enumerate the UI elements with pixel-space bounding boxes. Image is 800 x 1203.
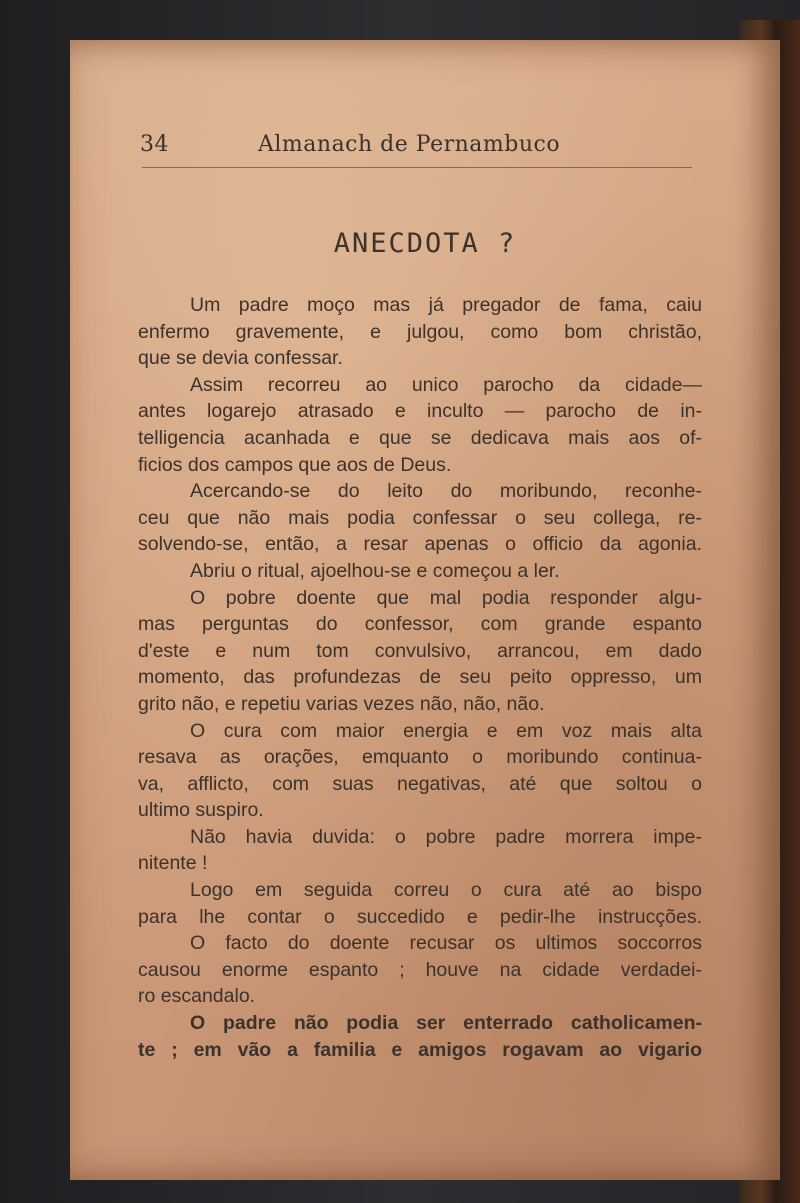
book-page [70,40,780,1180]
text-line: te ; em vão a familia e amigos rogavam ao vigario [138,1038,702,1061]
section-title: ANECDOTA ? [333,228,517,259]
text-line: ultimo suspiro. [138,799,264,822]
text-line: O padre não podia ser enterrado catholicamen- [190,1012,702,1035]
text-line: que se devia confessar. [138,347,343,370]
text-line: resava as orações, emquanto o moribundo continua- [138,746,702,769]
text-line: Acercando-se do leito do moribundo, reconhe- [190,480,702,503]
text-line: Um padre moço mas já pregador de fama, caiu [190,294,702,316]
text-line: ficios dos campos que aos de Deus. [138,453,452,476]
text-line: O cura com maior energia e em voz mais alta [190,719,702,742]
text-line: enfermo gravemente, e julgou, como bom christão, [138,320,702,343]
text-line: telligencia acanhada e que se dedicava mais aos of- [138,426,702,449]
text-line: d'este e num tom convulsivo, arrancou, em dado [138,639,702,662]
running-title: Almanach de Pernambuco [258,132,561,157]
text-line: va, afflicto, com suas negativas, até que soltou o [138,772,702,795]
text-line: Abriu o ritual, ajoelhou-se e começou a ler. [190,559,560,582]
text-line: mas perguntas do confessor, com grande espanto [138,613,702,636]
text-line: O pobre doente que mal podia responder algu- [190,586,702,609]
text-line: nitente ! [138,852,208,875]
text-line: ro escandalo. [138,985,256,1008]
text-line: grito não, e repetiu varias vezes não, não, não. [138,692,545,715]
text-line: ceu que não mais podia confessar o seu collega, re- [138,506,702,529]
text-line: para lhe contar o succedido e pedir-lhe instrucções. [138,905,702,928]
page-header [140,132,700,172]
text-line: O facto do doente recusar os ultimos soccorros [190,932,702,955]
text-line: antes logarejo atrasado e inculto — parocho de in- [138,400,702,423]
body-text [138,292,702,1063]
text-line: Logo em seguida correu o cura até ao bispo [190,879,702,902]
text-line: momento, das profundezas de seu peito oppresso, um [138,666,702,689]
text-line: Não havia duvida: o pobre padre morrera impe- [190,825,702,848]
text-line: causou enorme espanto ; houve na cidade verdadei- [138,958,702,981]
text-line: solvendo-se, então, a resar apenas o officio da agonia. [138,533,702,556]
text-line: Assim recorreu ao unico parocho da cidade— [190,373,702,396]
header-rule [142,167,692,168]
page-number: 34 [140,132,169,157]
